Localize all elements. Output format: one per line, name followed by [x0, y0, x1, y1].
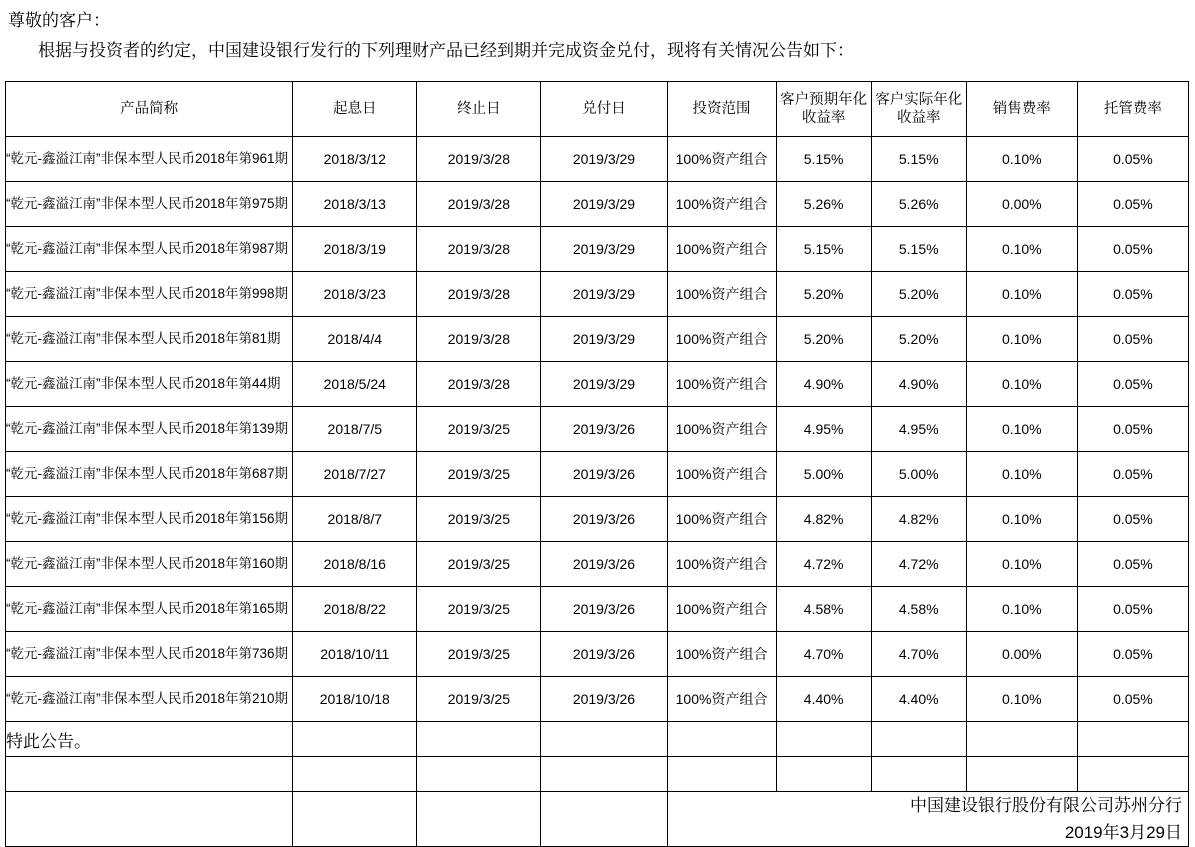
- cell-pay-date: 2019/3/29: [541, 137, 667, 182]
- cell-start-date: 2018/4/4: [293, 317, 417, 362]
- spacer-cell: [966, 757, 1077, 792]
- cell-custody-fee: 0.05%: [1077, 137, 1188, 182]
- signature-company: 中国建设银行股份有限公司苏州分行: [910, 796, 1182, 815]
- cell-custody-fee: 0.05%: [1077, 272, 1188, 317]
- grid-cell: [293, 792, 417, 847]
- cell-start-date: 2018/8/22: [293, 587, 417, 632]
- cell-expected-rate: 4.90%: [776, 362, 871, 407]
- grid-cell: [417, 757, 541, 792]
- cell-sales-fee: 0.10%: [966, 497, 1077, 542]
- cell-product: “乾元-鑫溢江南”非保本型人民币2018年第81期: [6, 317, 293, 362]
- cell-start-date: 2018/7/27: [293, 452, 417, 497]
- cell-custody-fee: 0.05%: [1077, 632, 1188, 677]
- cell-custody-fee: 0.05%: [1077, 497, 1188, 542]
- cell-pay-date: 2019/3/26: [541, 632, 667, 677]
- cell-end-date: 2019/3/25: [417, 677, 541, 722]
- cell-actual-rate: 5.26%: [871, 182, 966, 227]
- cell-pay-date: 2019/3/26: [541, 497, 667, 542]
- header-actual-rate: 客户实际年化收益率: [871, 82, 966, 137]
- cell-pay-date: 2019/3/29: [541, 182, 667, 227]
- cell-custody-fee: 0.05%: [1077, 587, 1188, 632]
- cell-expected-rate: 5.15%: [776, 137, 871, 182]
- cell-custody-fee: 0.05%: [1077, 407, 1188, 452]
- cell-actual-rate: 4.82%: [871, 497, 966, 542]
- cell-product: “乾元-鑫溢江南”非保本型人民币2018年第961期: [6, 137, 293, 182]
- cell-scope: 100%资产组合: [667, 362, 776, 407]
- cell-start-date: 2018/5/24: [293, 362, 417, 407]
- cell-pay-date: 2019/3/26: [541, 542, 667, 587]
- header-investment-scope: 投资范围: [667, 82, 776, 137]
- header-expected-rate: 客户预期年化收益率: [776, 82, 871, 137]
- cell-sales-fee: 0.10%: [966, 407, 1077, 452]
- header-start-date: 起息日: [293, 82, 417, 137]
- cell-pay-date: 2019/3/29: [541, 317, 667, 362]
- cell-start-date: 2018/10/18: [293, 677, 417, 722]
- spacer-cell: [776, 757, 871, 792]
- cell-custody-fee: 0.05%: [1077, 677, 1188, 722]
- cell-scope: 100%资产组合: [667, 137, 776, 182]
- cell-sales-fee: 0.10%: [966, 362, 1077, 407]
- cell-custody-fee: 0.05%: [1077, 452, 1188, 497]
- cell-product: “乾元-鑫溢江南”非保本型人民币2018年第687期: [6, 452, 293, 497]
- table-row: [6, 272, 1189, 317]
- cell-scope: 100%资产组合: [667, 587, 776, 632]
- header-end-date: 终止日: [417, 82, 541, 137]
- cell-expected-rate: 4.95%: [776, 407, 871, 452]
- cell-scope: 100%资产组合: [667, 182, 776, 227]
- table-row: [6, 587, 1189, 632]
- cell-actual-rate: 4.70%: [871, 632, 966, 677]
- cell-custody-fee: 0.05%: [1077, 227, 1188, 272]
- blank-row: [6, 757, 1189, 792]
- cell-product: “乾元-鑫溢江南”非保本型人民币2018年第156期: [6, 497, 293, 542]
- cell-start-date: 2018/3/12: [293, 137, 417, 182]
- cell-scope: 100%资产组合: [667, 407, 776, 452]
- table-row: [6, 227, 1189, 272]
- cell-actual-rate: 4.95%: [871, 407, 966, 452]
- cell-actual-rate: 4.90%: [871, 362, 966, 407]
- cell-expected-rate: 5.20%: [776, 272, 871, 317]
- cell-pay-date: 2019/3/29: [541, 272, 667, 317]
- spacer-cell: [1077, 757, 1188, 792]
- cell-product: “乾元-鑫溢江南”非保本型人民币2018年第44期: [6, 362, 293, 407]
- cell-actual-rate: 4.40%: [871, 677, 966, 722]
- cell-start-date: 2018/3/13: [293, 182, 417, 227]
- cell-sales-fee: 0.10%: [966, 452, 1077, 497]
- cell-sales-fee: 0.10%: [966, 542, 1077, 587]
- cell-sales-fee: 0.10%: [966, 587, 1077, 632]
- cell-scope: 100%资产组合: [667, 272, 776, 317]
- spacer-cell: [776, 722, 871, 757]
- header-sales-fee: 销售费率: [966, 82, 1077, 137]
- cell-start-date: 2018/8/16: [293, 542, 417, 587]
- table-body: [6, 137, 1189, 847]
- cell-actual-rate: 5.15%: [871, 137, 966, 182]
- cell-start-date: 2018/3/19: [293, 227, 417, 272]
- cell-start-date: 2018/3/23: [293, 272, 417, 317]
- cell-pay-date: 2019/3/26: [541, 587, 667, 632]
- cell-end-date: 2019/3/28: [417, 272, 541, 317]
- cell-actual-rate: 5.20%: [871, 317, 966, 362]
- products-table: [5, 81, 1189, 847]
- spacer-cell: [871, 757, 966, 792]
- cell-product: “乾元-鑫溢江南”非保本型人民币2018年第975期: [6, 182, 293, 227]
- grid-cell: [417, 722, 541, 757]
- grid-cell: [541, 722, 667, 757]
- cell-scope: 100%资产组合: [667, 317, 776, 362]
- cell-scope: 100%资产组合: [667, 452, 776, 497]
- grid-cell: [6, 792, 293, 847]
- intro-paragraph: 根据与投资者的约定，中国建设银行发行的下列理财产品已经到期并完成资金兑付，现将有关情况公告如下：: [38, 40, 854, 60]
- cell-custody-fee: 0.05%: [1077, 182, 1188, 227]
- table-row: [6, 317, 1189, 362]
- cell-sales-fee: 0.10%: [966, 317, 1077, 362]
- cell-expected-rate: 4.72%: [776, 542, 871, 587]
- cell-sales-fee: 0.10%: [966, 272, 1077, 317]
- table-row: [6, 452, 1189, 497]
- cell-end-date: 2019/3/25: [417, 497, 541, 542]
- grid-cell: [6, 757, 293, 792]
- cell-end-date: 2019/3/25: [417, 452, 541, 497]
- cell-scope: 100%资产组合: [667, 677, 776, 722]
- cell-pay-date: 2019/3/26: [541, 452, 667, 497]
- signature-row: [6, 792, 1189, 847]
- cell-start-date: 2018/8/7: [293, 497, 417, 542]
- cell-start-date: 2018/10/11: [293, 632, 417, 677]
- cell-product: “乾元-鑫溢江南”非保本型人民币2018年第736期: [6, 632, 293, 677]
- cell-actual-rate: 5.15%: [871, 227, 966, 272]
- grid-cell: [541, 792, 667, 847]
- table-row: [6, 542, 1189, 587]
- signature-date: 2019年3月29日: [1064, 823, 1182, 843]
- grid-cell: [541, 757, 667, 792]
- cell-end-date: 2019/3/25: [417, 407, 541, 452]
- cell-custody-fee: 0.05%: [1077, 542, 1188, 587]
- cell-actual-rate: 5.20%: [871, 272, 966, 317]
- cell-product: “乾元-鑫溢江南”非保本型人民币2018年第210期: [6, 677, 293, 722]
- cell-expected-rate: 5.15%: [776, 227, 871, 272]
- cell-start-date: 2018/7/5: [293, 407, 417, 452]
- signature-block: [667, 792, 1188, 847]
- cell-actual-rate: 4.72%: [871, 542, 966, 587]
- cell-actual-rate: 5.00%: [871, 452, 966, 497]
- cell-expected-rate: 4.58%: [776, 587, 871, 632]
- cell-end-date: 2019/3/28: [417, 137, 541, 182]
- cell-expected-rate: 5.26%: [776, 182, 871, 227]
- table-row: [6, 407, 1189, 452]
- cell-scope: 100%资产组合: [667, 497, 776, 542]
- notice-text: 特此公告。: [6, 722, 293, 757]
- cell-actual-rate: 4.58%: [871, 587, 966, 632]
- cell-pay-date: 2019/3/29: [541, 227, 667, 272]
- cell-custody-fee: 0.05%: [1077, 317, 1188, 362]
- table-row: [6, 182, 1189, 227]
- cell-pay-date: 2019/3/29: [541, 362, 667, 407]
- spacer-cell: [871, 722, 966, 757]
- cell-custody-fee: 0.05%: [1077, 362, 1188, 407]
- cell-expected-rate: 4.70%: [776, 632, 871, 677]
- table-header-row: [6, 82, 1189, 137]
- table-row: [6, 677, 1189, 722]
- cell-sales-fee: 0.00%: [966, 632, 1077, 677]
- spacer-cell: [966, 722, 1077, 757]
- cell-pay-date: 2019/3/26: [541, 407, 667, 452]
- spacer-cell: [667, 722, 776, 757]
- table-row: [6, 497, 1189, 542]
- grid-cell: [417, 792, 541, 847]
- cell-sales-fee: 0.10%: [966, 227, 1077, 272]
- cell-end-date: 2019/3/28: [417, 182, 541, 227]
- cell-end-date: 2019/3/25: [417, 542, 541, 587]
- table-row: [6, 362, 1189, 407]
- cell-sales-fee: 0.00%: [966, 182, 1077, 227]
- cell-scope: 100%资产组合: [667, 227, 776, 272]
- cell-expected-rate: 5.00%: [776, 452, 871, 497]
- cell-expected-rate: 4.82%: [776, 497, 871, 542]
- cell-product: “乾元-鑫溢江南”非保本型人民币2018年第165期: [6, 587, 293, 632]
- cell-product: “乾元-鑫溢江南”非保本型人民币2018年第160期: [6, 542, 293, 587]
- cell-end-date: 2019/3/28: [417, 317, 541, 362]
- cell-sales-fee: 0.10%: [966, 677, 1077, 722]
- cell-end-date: 2019/3/25: [417, 632, 541, 677]
- cell-pay-date: 2019/3/26: [541, 677, 667, 722]
- table-row: [6, 137, 1189, 182]
- header-product: 产品简称: [6, 82, 293, 137]
- header-pay-date: 兑付日: [541, 82, 667, 137]
- grid-cell: [293, 722, 417, 757]
- cell-sales-fee: 0.10%: [966, 137, 1077, 182]
- cell-scope: 100%资产组合: [667, 542, 776, 587]
- notice-row: [6, 722, 1189, 757]
- cell-end-date: 2019/3/28: [417, 362, 541, 407]
- cell-product: “乾元-鑫溢江南”非保本型人民币2018年第139期: [6, 407, 293, 452]
- spacer-cell: [667, 757, 776, 792]
- cell-expected-rate: 4.40%: [776, 677, 871, 722]
- cell-end-date: 2019/3/25: [417, 587, 541, 632]
- cell-product: “乾元-鑫溢江南”非保本型人民币2018年第998期: [6, 272, 293, 317]
- cell-product: “乾元-鑫溢江南”非保本型人民币2018年第987期: [6, 227, 293, 272]
- cell-end-date: 2019/3/28: [417, 227, 541, 272]
- table-row: [6, 632, 1189, 677]
- cell-scope: 100%资产组合: [667, 632, 776, 677]
- header-custody-fee: 托管费率: [1077, 82, 1188, 137]
- salutation: 尊敬的客户：: [8, 11, 110, 30]
- spacer-cell: [1077, 722, 1188, 757]
- grid-cell: [293, 757, 417, 792]
- cell-expected-rate: 5.20%: [776, 317, 871, 362]
